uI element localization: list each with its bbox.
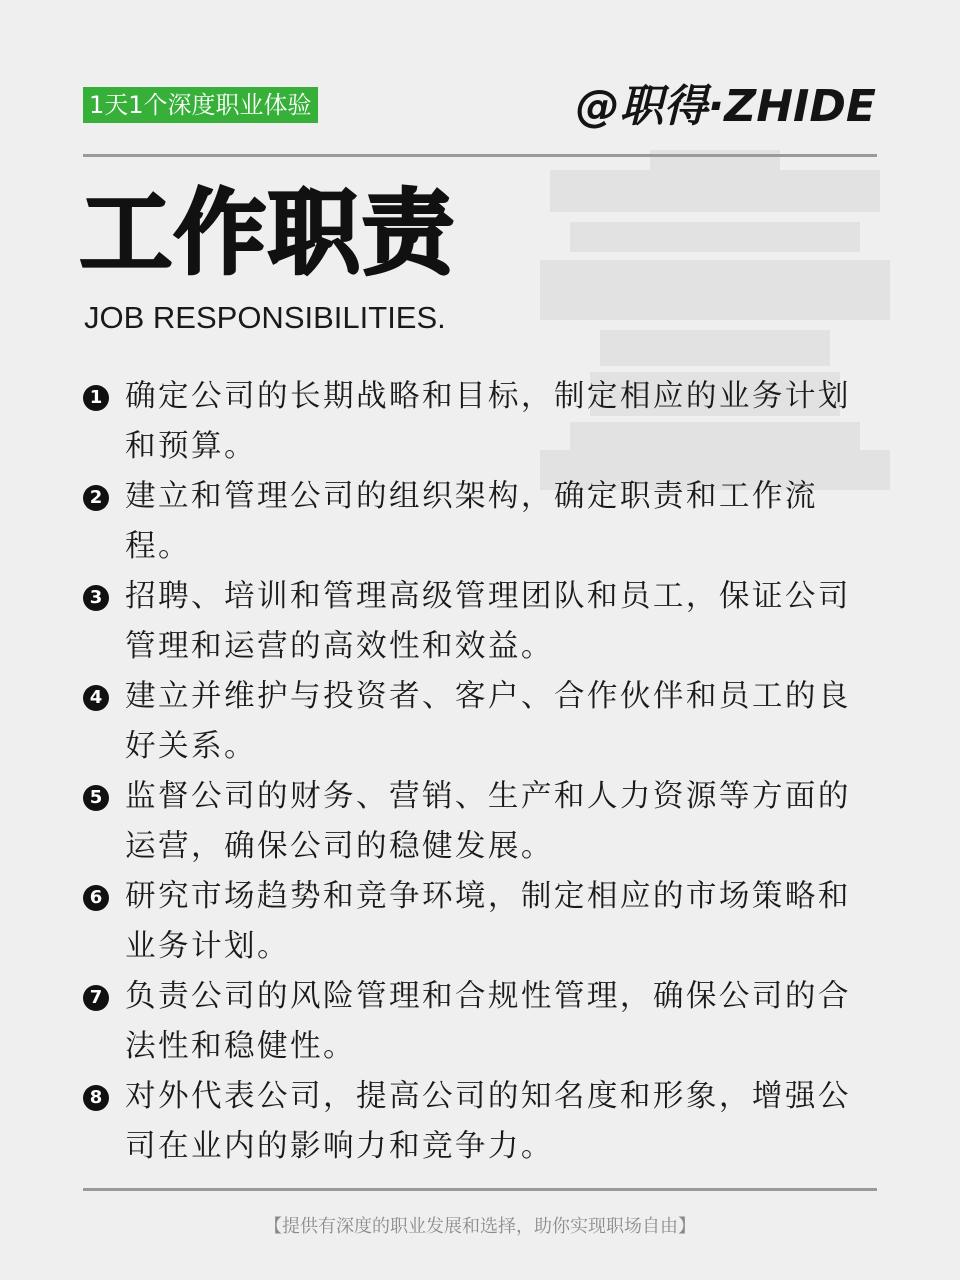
item-text: 监督公司的财务、营销、生产和人力资源等方面的运营，确保公司的稳健发展。 — [125, 779, 851, 864]
footer-slogan: 【提供有深度的职业发展和选择，助你实现职场自由】 — [264, 1216, 696, 1237]
item-text: 对外代表公司，提高公司的知名度和形象，增强公司在业内的影响力和竞争力。 — [125, 1079, 851, 1164]
item-text: 招聘、培训和管理高级管理团队和员工，保证公司管理和运营的高效性和效益。 — [125, 579, 851, 664]
item-number-badge: 1 — [83, 385, 109, 411]
list-item — [83, 1072, 883, 1172]
list-item — [83, 472, 883, 572]
item-text: 确定公司的长期战略和目标，制定相应的业务计划和预算。 — [125, 379, 851, 464]
list-item — [83, 872, 883, 972]
item-text: 负责公司的风险管理和合规性管理，确保公司的合法性和稳健性。 — [125, 979, 851, 1064]
page-title: 工作职责 — [80, 180, 457, 287]
item-number-badge: 8 — [83, 1085, 109, 1111]
responsibility-list — [83, 372, 883, 1172]
brand-handle: @职得·ZHIDE — [575, 81, 876, 132]
item-number-badge: 3 — [83, 585, 109, 611]
list-item — [83, 972, 883, 1072]
item-text: 研究市场趋势和竞争环境，制定相应的市场策略和业务计划。 — [125, 879, 851, 964]
list-item — [83, 672, 883, 772]
list-item — [83, 372, 883, 472]
item-text: 建立并维护与投资者、客户、合作伙伴和员工的良好关系。 — [125, 679, 851, 764]
item-number-badge: 6 — [83, 885, 109, 911]
item-number-badge: 7 — [83, 985, 109, 1011]
item-number-badge: 5 — [83, 785, 109, 811]
top-divider — [83, 154, 877, 157]
item-number-badge: 2 — [83, 485, 109, 511]
item-number-badge: 4 — [83, 685, 109, 711]
item-text: 建立和管理公司的组织架构，确定职责和工作流程。 — [125, 479, 818, 564]
page-subtitle: JOB RESPONSIBILITIES. — [84, 300, 446, 335]
list-item — [83, 572, 883, 672]
list-item — [83, 772, 883, 872]
bottom-divider — [83, 1188, 877, 1191]
category-tag: 1天1个深度职业体验 — [83, 87, 318, 123]
